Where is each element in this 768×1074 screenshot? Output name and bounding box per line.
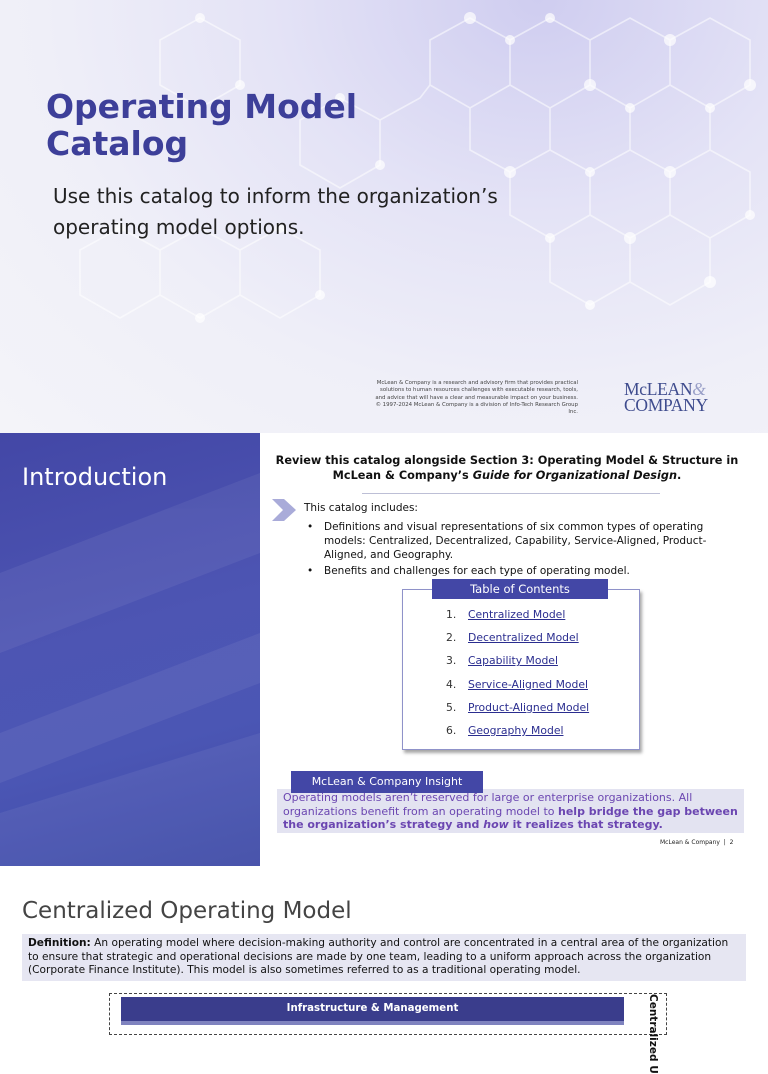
review-prefix: Review this catalog alongside Section 3: Operating Model & Structure in McLean & Company’s — [275, 454, 739, 482]
logo-ampersand: & — [692, 379, 706, 399]
intro-heading: Introduction — [22, 463, 168, 491]
insight-text — [283, 791, 743, 832]
toc-link-decentralized[interactable]: Decentralized Model — [468, 631, 579, 645]
list-item: • Benefits and challenges for each type of operating model. — [304, 565, 714, 579]
slide-footer: McLean & Company | 2 — [660, 839, 734, 846]
panel-diagonal-pattern — [0, 433, 260, 866]
toc-item-service-aligned — [446, 678, 589, 701]
list-item: • Definitions and visual representations of six common types of operating models: Centralized, Decentralized, Capability, Service-Aligned, Product-Aligned, and Geography. — [304, 521, 714, 562]
divider — [362, 493, 660, 494]
insight-text-plain: Operating models aren’t reserved for large or enterprise organizations. All organizations benefit from an operating model to — [283, 791, 693, 818]
centralized-title: Centralized Operating Model — [22, 898, 352, 924]
guide-title: Guide for Organizational Design — [472, 469, 678, 482]
includes-bullet-list — [304, 521, 714, 582]
logo-line1: McLEAN — [624, 379, 693, 399]
definition-body: An operating model where decision-making authority and control are concentrated in a central area of the organization to ensure that strategic and operational decisions are made by one team, leading to a uniform approach across the organization (Corporate Finance Institute). This model is also sometimes referred to as a traditional operating model. — [28, 937, 729, 977]
infrastructure-management-bar: Infrastructure & Management — [121, 997, 624, 1021]
toc-number: 5. — [446, 700, 457, 714]
toc-number: 3. — [446, 654, 457, 668]
introduction-slide — [0, 433, 768, 866]
toc-item-centralized — [446, 608, 589, 631]
insight-title: McLean & Company Insight — [291, 771, 483, 793]
toc-item-decentralized — [446, 631, 589, 654]
insight-text-bold: help bridge the gap between the organization’s strategy and — [283, 804, 738, 831]
definition-text — [28, 937, 742, 978]
toc-item-product-aligned — [446, 701, 589, 724]
toc-number: 6. — [446, 723, 457, 737]
centralized-slide — [0, 866, 768, 1074]
toc-number: 2. — [446, 631, 457, 645]
centralized-unit-text: Centralized U — [647, 994, 659, 1074]
cover-slide — [0, 0, 768, 433]
toc-number: 4. — [446, 677, 457, 691]
toc-title: Table of Contents — [432, 579, 608, 599]
toc-link-capability[interactable]: Capability Model — [468, 654, 558, 668]
intro-side-panel — [0, 433, 260, 866]
toc-item-capability — [446, 654, 589, 677]
logo-line2: COMPANY — [624, 395, 708, 415]
toc-link-geography[interactable]: Geography Model — [468, 723, 564, 737]
toc-link-centralized[interactable]: Centralized Model — [468, 608, 566, 621]
toc-item-geography — [446, 724, 589, 747]
insight-text-how: how — [483, 818, 509, 831]
toc-link-service-aligned[interactable]: Service-Aligned Model — [468, 677, 588, 691]
toc-list — [446, 608, 589, 747]
chevron-arrow-icon — [272, 499, 296, 521]
catalog-includes-label: This catalog includes: — [304, 502, 418, 514]
definition-label: Definition: — [28, 937, 91, 949]
infrastructure-bar-accent — [121, 1021, 624, 1025]
toc-number: 1. — [446, 608, 457, 621]
insight-text-bold-end: it realizes that strategy. — [508, 818, 663, 831]
toc-link-product-aligned[interactable]: Product-Aligned Model — [468, 700, 590, 714]
company-disclaimer: McLean & Company is a research and advisory firm that provides practical solutions to human resources challenges with executable research, tools, and advice that will have a clear and measurable impact on your business. © 1997-2024 McLean & Company is a division of Info-Tech Research Group Inc. — [375, 380, 578, 416]
cover-title: Operating Model Catalog — [46, 87, 358, 163]
mclean-company-logo — [624, 381, 734, 413]
centralized-unit-label — [631, 994, 661, 1074]
cover-subtitle: Use this catalog to inform the organization’s operating model options. — [53, 184, 498, 239]
review-instruction — [272, 453, 742, 483]
review-suffix: . — [677, 469, 682, 482]
